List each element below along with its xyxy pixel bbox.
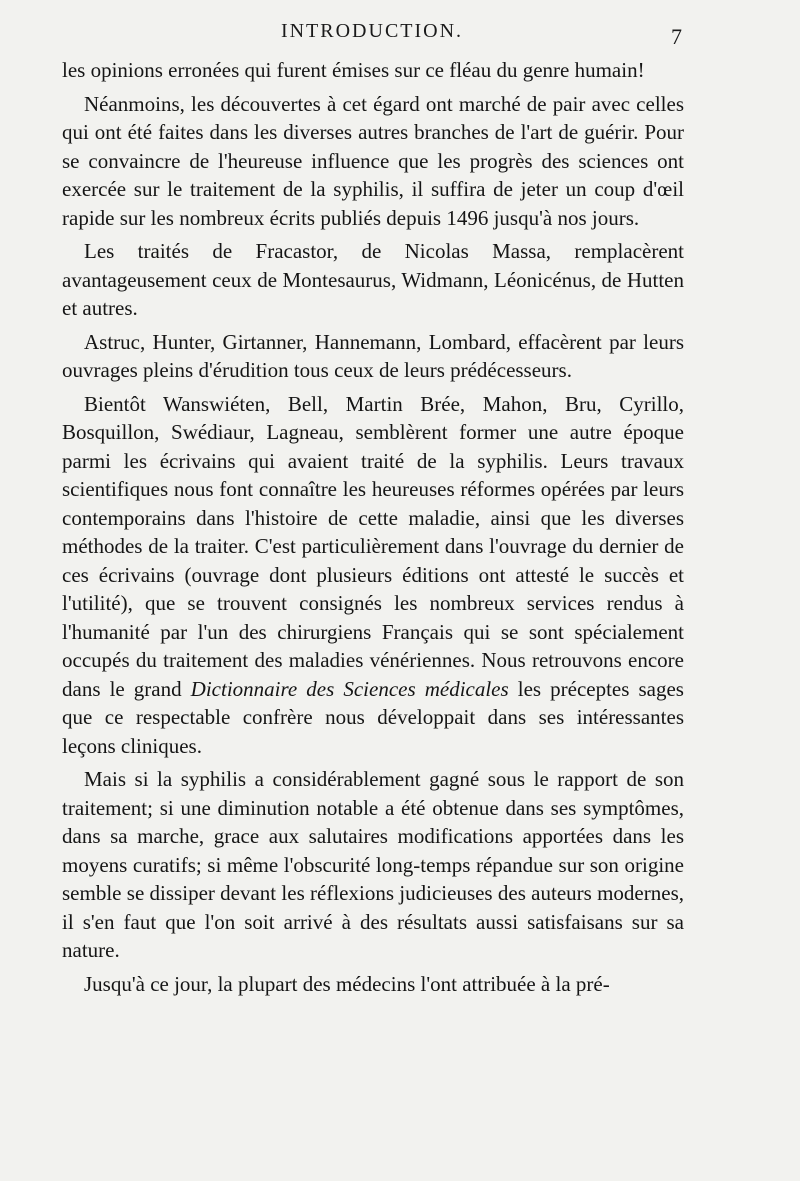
page-header [58,18,686,48]
paragraph-2 [62,90,684,233]
paragraph-7 [62,970,684,999]
paragraph-5 [62,390,684,761]
page-number: 7 [671,24,682,49]
paragraph-2-text: Néanmoins, les découvertes à cet égard ont marché de pair avec celles qui ont été faites dans les diverses autres branches de l'art de guérir. Pour se convaincre de l'heureuse influence que les progrès des sciences ont exercée sur le traitement de la syphilis, il suffira de jeter un coup d'œil rapide sur les nombreux écrits publiés depuis 1496 jusqu'à nos jours. [62,91,684,230]
paragraph-5-text-end: les préceptes sages que ce respectable confrère nous développait dans ses intéressantes leçons cliniques. [62,676,684,758]
paragraph-4-text: Astruc, Hunter, Girtanner, Hannemann, Lombard, effacèrent par leurs ouvrages pleins d'érudition tous ceux de leurs prédécesseurs. [62,329,684,382]
paragraph-6-text: Mais si la syphilis a considérablement gagné sous le rapport de son traitement; si une diminution notable a été obtenue dans ses symptômes, dans sa marche, grace aux salutaires modifications apportées dans les moyens curatifs; si même l'obscurité long-temps répandue sur son origine semble se dissiper devant les réflexions judicieuses des auteurs modernes, il s'en faut que l'on soit arrivé à des résultats aussi satisfaisans sur sa nature. [62,767,684,962]
paragraph-3 [62,237,684,323]
paragraph-6 [62,765,684,965]
paragraph-4 [62,328,684,385]
paragraph-1 [62,56,684,85]
running-title: INTRODUCTION. [280,20,464,42]
paragraph-7-text: Jusqu'à ce jour, la plupart des médecins l'ont attribuée à la pré- [84,971,610,996]
paragraph-3-text: Les traités de Fracastor, de Nicolas Massa, remplacèrent avantageusement ceux de Montesaurus, Widmann, Léonicénus, de Hutten et autres. [62,239,684,320]
body-text [62,56,684,1003]
paragraph-1-text: les opinions erronées qui furent émises sur ce fléau du genre humain! [62,58,645,82]
paragraph-5-text: Bientôt Wanswiéten, Bell, Martin Brée, Mahon, Bru, Cyrillo, Bosquillon, Swédiaur, Lagneau, semblèrent former une autre époque parmi les écrivains qui avaient traité de la syphilis. Leurs travaux scientifiques nous font connaître les heureuses réformes opérées par leurs contemporains dans l'histoire de cette maladie, ainsi que les diverses méthodes de la traiter. C'est particulièrement dans l'ouvrage du dernier de ces écrivains (ouvrage dont plusieurs éditions ont attesté le succès et l'utilité), que se trouvent consignés les nombreux services rendus à l'humanité par l'un des chirurgiens Français qui se sont spécialement occupés du traitement des maladies vénériennes. Nous retrouvons encore dans le grand [62,391,684,701]
paragraph-5-italic-title: Dictionnaire des Sciences médicales [190,676,509,701]
